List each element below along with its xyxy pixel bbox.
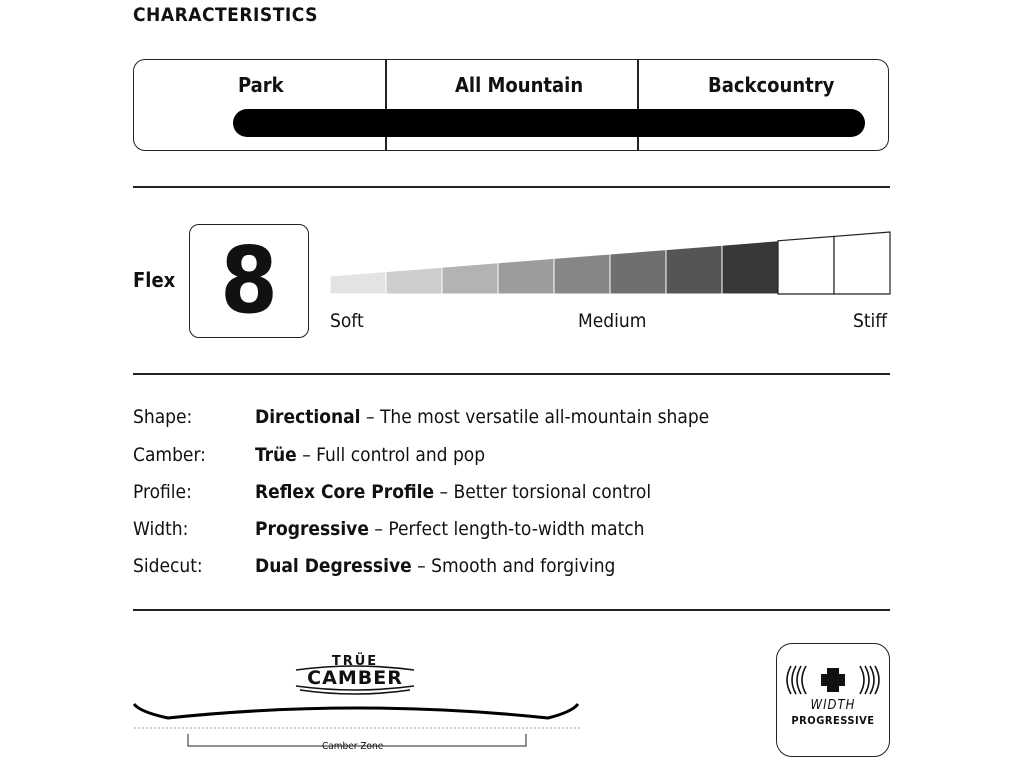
badge-text-bottom: PROGRESSIVE bbox=[791, 714, 875, 727]
spec-desc: – Smooth and forgiving bbox=[411, 555, 616, 577]
spec-name: Progressive bbox=[255, 518, 369, 540]
flex-scale-medium: Medium bbox=[578, 310, 647, 332]
badge-text-top: WIDTH bbox=[810, 698, 856, 713]
divider bbox=[133, 609, 890, 611]
width-progressive-badge bbox=[776, 643, 890, 757]
flex-scale-cell bbox=[330, 272, 386, 294]
spec-key-width: Width: bbox=[133, 518, 189, 540]
spec-desc: – Better torsional control bbox=[434, 481, 652, 503]
flex-scale-cell bbox=[834, 232, 890, 294]
spec-key-shape: Shape: bbox=[133, 406, 193, 428]
flex-value-box bbox=[189, 224, 309, 338]
flex-scale-cell bbox=[442, 263, 498, 294]
camber-zone-label: Camber Zone bbox=[322, 741, 384, 752]
terrain-label-backcountry: Backcountry bbox=[708, 73, 835, 97]
spec-desc: – Perfect length-to-width match bbox=[368, 518, 645, 540]
divider bbox=[133, 186, 890, 188]
flex-scale-cell bbox=[666, 245, 722, 294]
flex-scale-cell bbox=[722, 241, 778, 294]
terrain-divider bbox=[385, 59, 387, 151]
divider bbox=[133, 373, 890, 375]
flex-scale bbox=[328, 228, 894, 298]
flex-scale-cell bbox=[498, 258, 554, 294]
width-plus-icon bbox=[783, 662, 883, 698]
spec-name: Dual Degressive bbox=[255, 555, 412, 577]
terrain-label-park: Park bbox=[238, 73, 284, 97]
flex-scale-cell bbox=[554, 254, 610, 294]
spec-value-sidecut bbox=[255, 555, 615, 577]
spec-desc: – The most versatile all-mountain shape bbox=[360, 406, 710, 428]
flex-scale-cell bbox=[610, 250, 666, 294]
spec-name: Reflex Core Profile bbox=[255, 481, 435, 503]
spec-key-camber: Camber: bbox=[133, 444, 206, 466]
spec-value-shape bbox=[255, 406, 709, 428]
flex-scale-cell bbox=[386, 267, 442, 294]
flex-label: Flex bbox=[133, 268, 176, 292]
spec-key-profile: Profile: bbox=[133, 481, 192, 503]
terrain-label-all-mountain: All Mountain bbox=[455, 73, 584, 97]
spec-name: Directional bbox=[255, 406, 361, 428]
spec-value-profile bbox=[255, 481, 651, 503]
logo-text-bottom: CAMBER bbox=[307, 667, 403, 689]
flex-scale-cell bbox=[778, 236, 834, 294]
flex-scale-soft: Soft bbox=[330, 310, 364, 332]
logo-text-top: TRÜE bbox=[331, 654, 379, 669]
spec-desc: – Full control and pop bbox=[296, 444, 486, 466]
spec-value-width bbox=[255, 518, 645, 540]
spec-value-camber bbox=[255, 444, 485, 466]
spec-name: Trüe bbox=[255, 444, 297, 466]
flex-scale-stiff: Stiff bbox=[853, 310, 888, 332]
flex-value: 8 bbox=[220, 227, 278, 334]
section-heading: CHARACTERISTICS bbox=[133, 4, 318, 26]
spec-key-sidecut: Sidecut: bbox=[133, 555, 203, 577]
terrain-divider bbox=[637, 59, 639, 151]
terrain-range-bar bbox=[233, 109, 865, 137]
